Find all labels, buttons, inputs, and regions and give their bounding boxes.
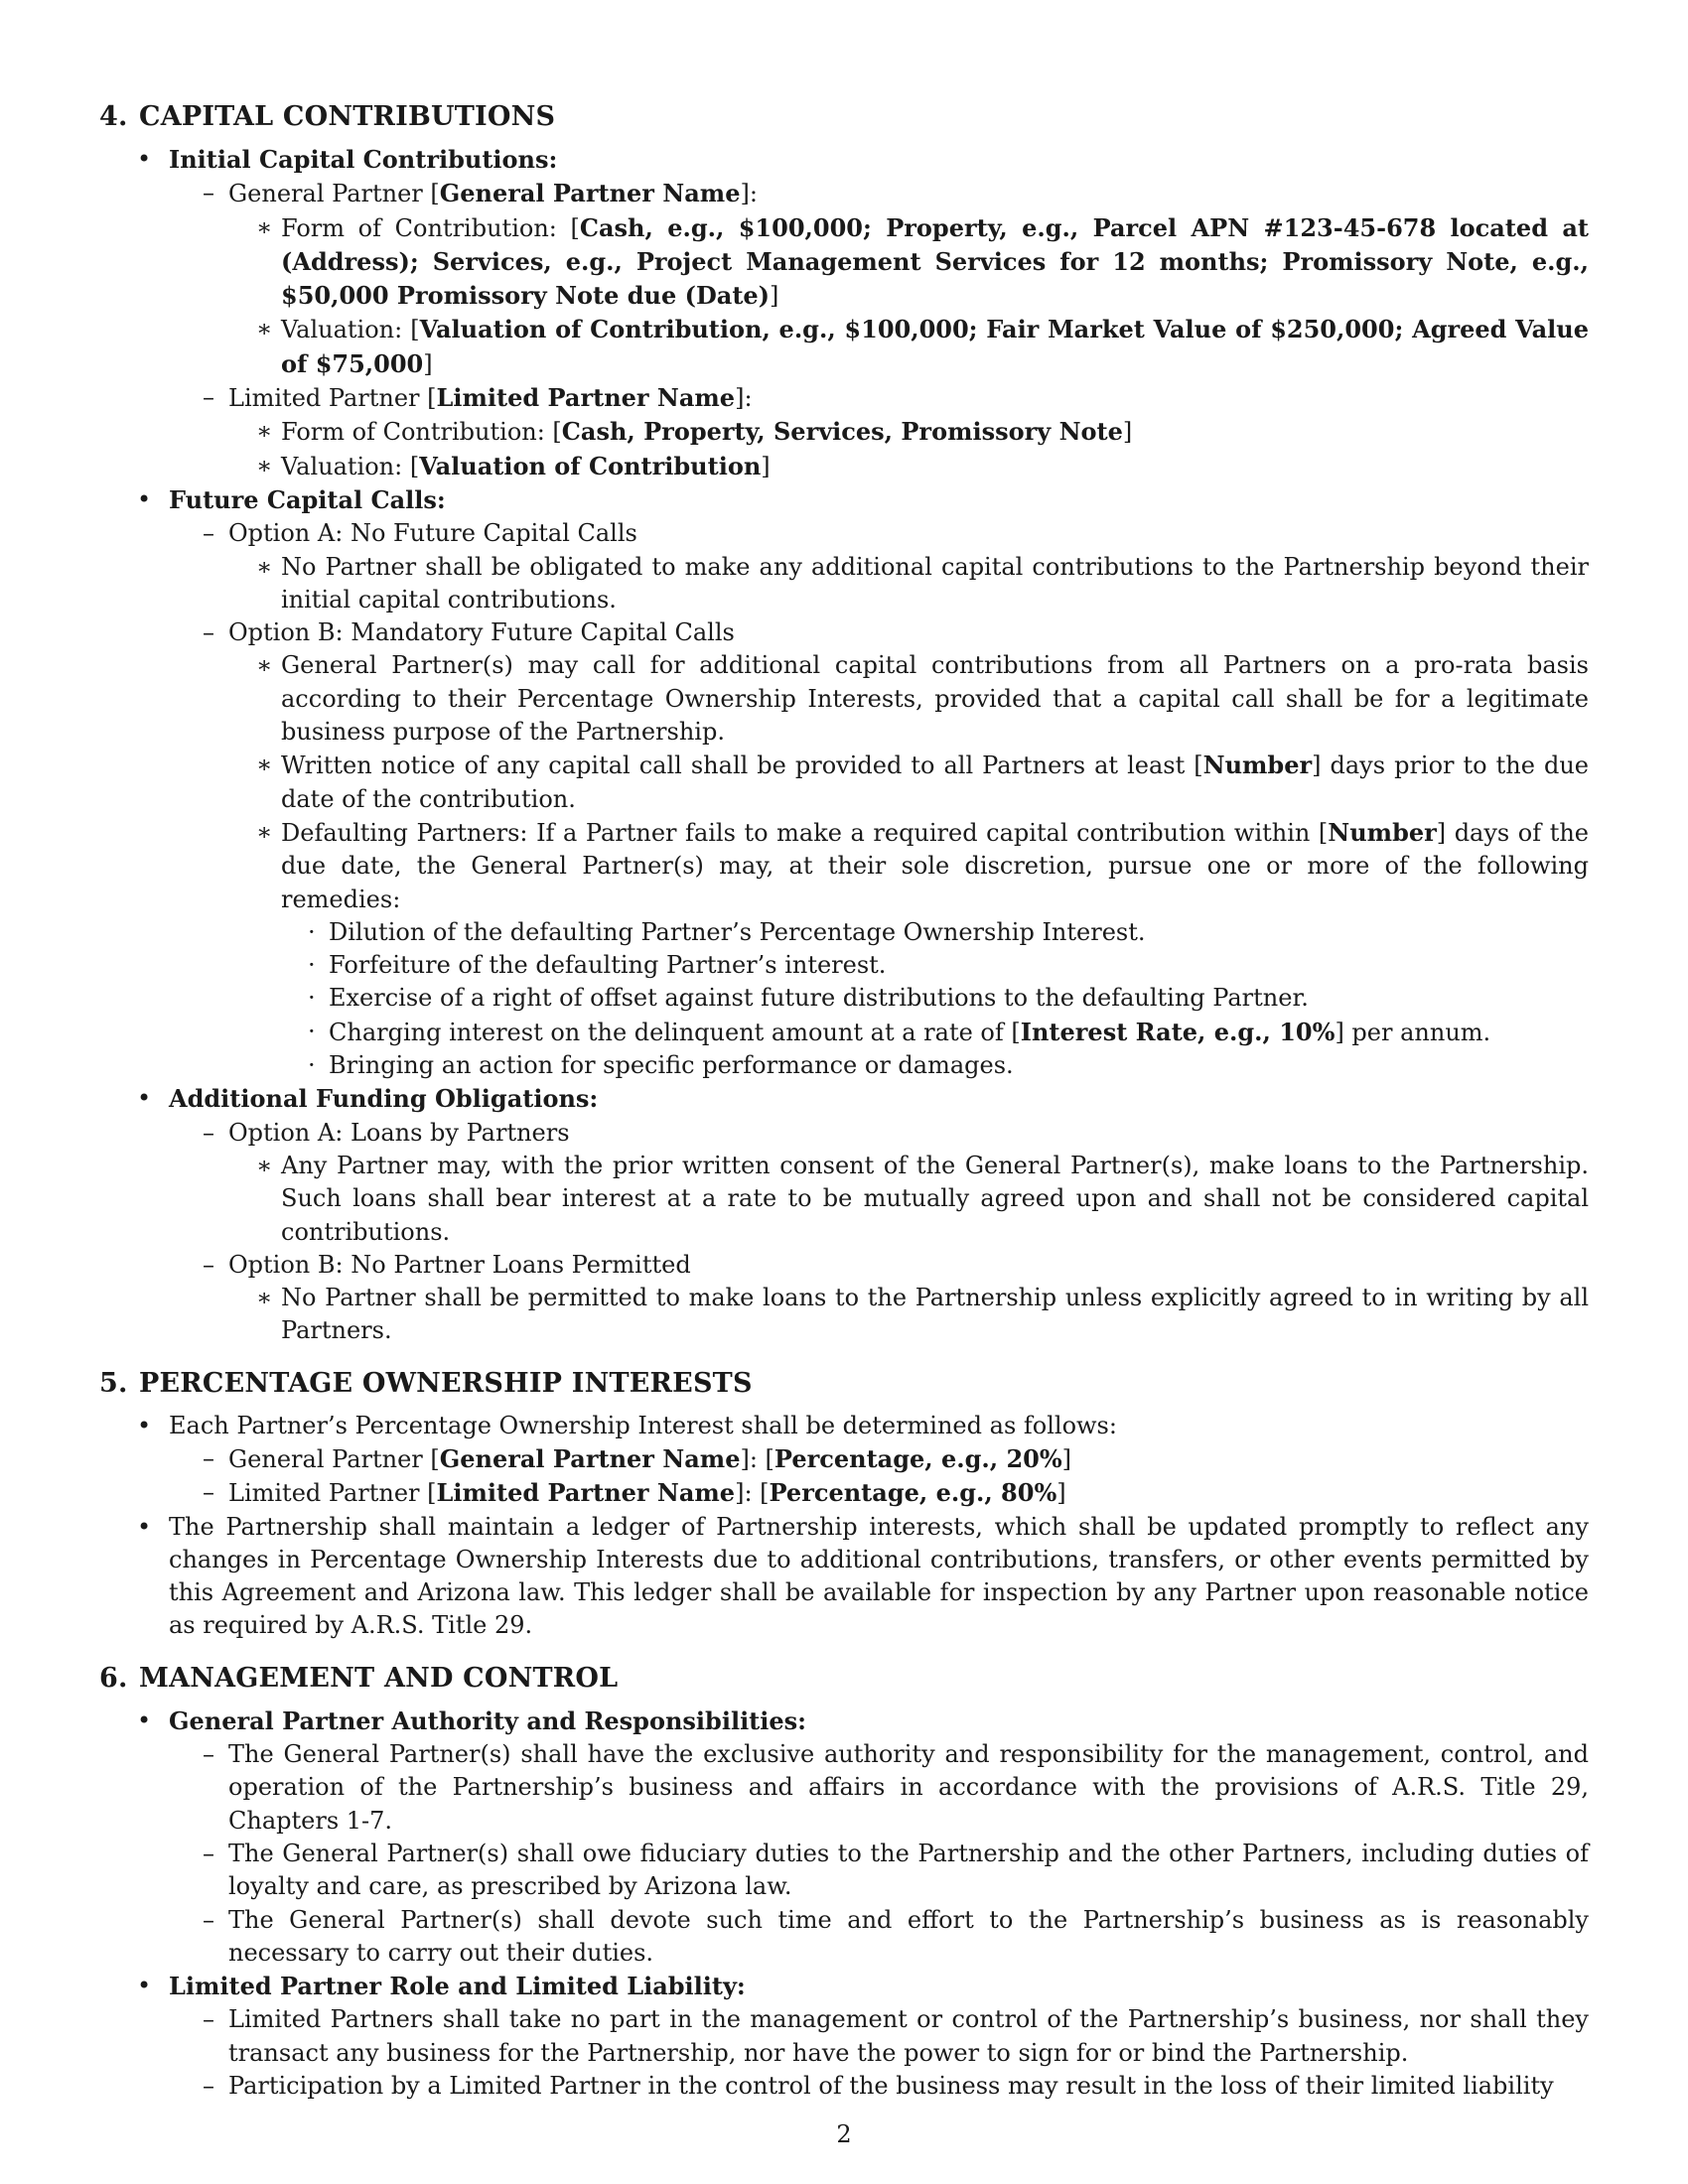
bullet-icon: • [137,1084,152,1113]
asterisk-icon: ∗ [256,1284,273,1312]
list-item: · Forfeiture of the defaulting Partner’s interest. [281,949,1589,982]
list-item: – Option B: Mandatory Future Capital Calls ∗ General Partner(s) may call for additional capital contributions from all Partners on a pro-rata basis according to their Percentage Ownership Interests, provided that a capital call shall be for a legitimate business purpose of the Partnership. ∗ Written notice of any capital call shall be provided to all Partners at least [Number] days prior to the due date of the contribution. ∗ Defaulting Partners: If a Partner fails to make a required capital contribution within [Number] days of the due date, the General Partner(s) may, at their sole discretion, pursue one or more of the following remedies: · Dilution of the defaulting Partner’s Percentage Ownership Interest. · Forfeiture of the defaulting Partner’s interest. · Exercise of a right of offset against future distributions to the defaulting Partner. · Charging interest on the delinquent amount at a rate of [Interest Rate, e.g., 10%] per annum. · Bringing an action for specific performance or damages. [169,616,1589,1082]
dash-icon: – [203,1118,214,1147]
document-page [99,99,1589,2120]
list-item: • The Partnership shall maintain a ledger of Partnership interests, which shall be updated promptly to reflect any changes in Percentage Ownership Interests due to additional contributions, transfers, or other events permitted by this Agreement and Arizona law. This ledger shall be available for inspection by any Partner upon reasonable notice as required by A.R.S. Title 29. [137,1512,1589,1640]
dash-icon: – [203,618,214,647]
list-item: – General Partner [General Partner Name]: [Percentage, e.g., 20%] [169,1442,1589,1476]
dash-icon: – [203,383,214,412]
dash-icon: – [203,2005,214,2034]
list-item: · Charging interest on the delinquent amount at a rate of [Interest Rate, e.g., 10%] per annum. [281,1016,1589,1049]
asterisk-icon: ∗ [256,417,273,446]
asterisk-icon: ∗ [256,315,273,343]
dash-icon: – [203,1478,214,1507]
section-management-control [99,1661,1589,2104]
bullet-icon: • [137,145,152,173]
asterisk-icon: ∗ [256,552,273,581]
asterisk-icon: ∗ [256,212,273,241]
bullet-icon: • [137,1972,152,2000]
dot-icon: · [308,917,316,946]
dash-icon: – [203,1905,214,1934]
dash-icon: – [203,1740,214,1769]
list-item: • Initial Capital Contributions: – General Partner [General Partner Name]: ∗ Form of Contribution: [Cash, e.g., $100,000; Property, e.g., Parcel APN #123-45-678 located at (Address); Services, e.g., Project Management Services for 12 months; Promissory Note, e.g., $50,000 Promissory Note due (Date)] ∗ Valuation: [Valuation of Contribution, e.g., $100,000; Fair Market Value of $250,000; Agreed Value of $75,000] – Limited Partner [Limited Partner Name]: ∗ Form of Contribution: [Cash, Property, Services, Promissory Note] ∗ Valuation: [Valuation of Contribution] [99,143,1589,483]
section-heading: 4. CAPITAL CONTRIBUTIONS [99,101,556,132]
list-item: • Additional Funding Obligations: – Option A: Loans by Partners ∗ Any Partner may, with the prior written consent of the General Partner(s), make loans to the Partnership. Such loans shall bear interest at a rate to be mutually agreed upon and shall not be considered capital contributions. – Option B: No Partner Loans Permitted ∗ No Partner shall be permitted to make loans to the Partnership unless explicitly agreed to in writing by all Partners. [99,1082,1589,1347]
list-item: ∗ No Partner shall be permitted to make loans to the Partnership unless explicitly agreed to in writing by all Partners. [256,1284,1589,1345]
list-item: • General Partner Authority and Responsibilities: – The General Partner(s) shall have the exclusive authority and responsibility for the management, control, and operation of the Partnership’s business and affairs in accordance with the provisions of A.R.S. Title 29, Chapters 1-7. – The General Partner(s) shall owe fiduciary duties to the Partnership and the other Partners, including duties of loyalty and care, as prescribed by Arizona law. – The General Partner(s) shall devote such time and effort to the Partnership’s business as is reasonably necessary to carry out their duties. [99,1705,1589,1970]
asterisk-icon: ∗ [256,651,273,680]
dot-icon: · [308,1017,316,1045]
bullet-icon: • [137,484,152,513]
dash-icon: – [203,1839,214,1867]
list-item: – Limited Partners shall take no part in the management or control of the Partnership’s business, nor shall they transact any business for the Partnership, nor have the power to sign for or bind the Partnership. [203,2005,1589,2067]
section-heading: 6. MANAGEMENT AND CONTROL [99,1662,619,1694]
list-item: – Option B: No Partner Loans Permitted ∗ No Partner shall be permitted to make loans to the Partnership unless explicitly agreed to in writing by all Partners. [169,1249,1589,1348]
list-item: ∗ Form of Contribution: [Cash, Property, Services, Promissory Note] [228,415,1589,449]
asterisk-icon: ∗ [256,751,273,779]
list-item: ∗ Any Partner may, with the prior written consent of the General Partner(s), make loans to the Partnership. Such loans shall bear interest at a rate to be mutually agreed upon and shall not be considered capital contributions. [256,1151,1589,1246]
list-item: – The General Partner(s) shall owe fiduciary duties to the Partnership and the other Partners, including duties of loyalty and care, as prescribed by Arizona law. [203,1839,1589,1901]
list-item: · Dilution of the defaulting Partner’s Percentage Ownership Interest. [281,916,1589,949]
list-item: ∗ Form of Contribution: [Cash, e.g., $100,000; Property, e.g., Parcel APN #123-45-678 located at (Address); Services, e.g., Project Management Services for 12 months; Promissory Note, e.g., $50,000 Promissory Note due (Date)] [256,212,1589,311]
list-item: ∗ Written notice of any capital call shall be provided to all Partners at least [Number] days prior to the due date of the contribution. [256,751,1589,813]
dash-icon: – [203,2072,214,2101]
list-item: – General Partner [General Partner Name]: ∗ Form of Contribution: [Cash, e.g., $100,000; Property, e.g., Parcel APN #123-45-678 located at (Address); Services, e.g., Project Management Services for 12 months; Promissory Note, e.g., $50,000 Promissory Note due (Date)] ∗ Valuation: [Valuation of Contribution, e.g., $100,000; Fair Market Value of $250,000; Agreed Value of $75,000] [169,177,1589,381]
section-percentage-ownership [99,1366,1589,1643]
list-item: ∗ Valuation: [Valuation of Contribution, e.g., $100,000; Fair Market Value of $250,000; Agreed Value of $75,000] [256,315,1589,378]
dot-icon: · [308,951,316,980]
list-item: ∗ No Partner shall be obligated to make any additional capital contributions to the Partnership beyond their initial capital contributions. [256,552,1589,614]
section-heading: 5. PERCENTAGE OWNERSHIP INTERESTS [99,1367,753,1399]
bullet-icon: • [137,1706,152,1734]
dash-icon: – [203,1250,214,1279]
list-item: – The General Partner(s) shall devote such time and effort to the Partnership’s business as is reasonably necessary to carry out their duties. [203,1905,1589,1967]
bullet-icon: • [137,1411,152,1439]
list-item: • Limited Partner Role and Limited Liability: – Limited Partners shall take no part in the management or control of the Partnership’s business, nor shall they transact any business for the Partnership, nor have the power to sign for or bind the Partnership. – Participation by a Limited Partner in the control of the business may result in the loss of their limited liability [99,1970,1589,2103]
list-item: • Future Capital Calls: – Option A: No Future Capital Calls ∗ No Partner shall be obligated to make any additional capital contributions to the Partnership beyond their initial capital contributions. – Option B: Mandatory Future Capital Calls ∗ General Partner(s) may call for additional capital contributions from all Partners on a pro-rata basis according to their Percentage Ownership Interests, provided that a capital call shall be for a legitimate business purpose of the Partnership. ∗ Written notice of any capital call shall be provided to all Partners at least [Number] days prior to the due date of the contribution. ∗ Defaulting Partners: If a Partner fails to make a required capital contribution within [Number] days of the due date, the General Partner(s) may, at their sole discretion, pursue one or more of the following remedies: · Dilution of the defaulting Partner’s Percentage Ownership Interest. · Forfeiture of the defaulting Partner’s interest. · Exercise of a right of offset against future distributions to the defaulting Partner. · Charging interest on the delinquent amount at a rate of [Interest Rate, e.g., 10%] per annum. · Bringing an action for specific performance or damages. [99,483,1589,1082]
section-capital-contributions [99,99,1589,1348]
asterisk-icon: ∗ [256,817,273,846]
bullet-icon: • [137,1512,152,1541]
dash-icon: – [203,179,214,207]
list-item: – The General Partner(s) shall have the exclusive authority and responsibility for the management, control, and operation of the Partnership’s business and affairs in accordance with the provisions of A.R.S. Title 29, Chapters 1-7. [203,1740,1589,1835]
list-item: – Limited Partner [Limited Partner Name]: ∗ Form of Contribution: [Cash, Property, Services, Promissory Note] ∗ Valuation: [Valuation of Contribution] [169,381,1589,483]
list-item: – Limited Partner [Limited Partner Name]: [Percentage, e.g., 80%] [169,1476,1589,1510]
dot-icon: · [308,1051,316,1080]
list-item: – Option A: Loans by Partners ∗ Any Partner may, with the prior written consent of the General Partner(s), make loans to the Partnership. Such loans shall bear interest at a rate to be mutually agreed upon and shall not be considered capital contributions. [169,1117,1589,1249]
list-item: ∗ General Partner(s) may call for additional capital contributions from all Partners on a pro-rata basis according to their Percentage Ownership Interests, provided that a capital call shall be for a legitimate business purpose of the Partnership. [256,651,1589,747]
list-item: – Option A: No Future Capital Calls ∗ No Partner shall be obligated to make any additional capital contributions to the Partnership beyond their initial capital contributions. [169,517,1589,616]
list-item: – Participation by a Limited Partner in the control of the business may result in the loss of their limited liability [169,2070,1589,2103]
dot-icon: · [308,984,316,1013]
asterisk-icon: ∗ [256,1151,273,1179]
list-item: ∗ Defaulting Partners: If a Partner fails to make a required capital contribution within [Number] days of the due date, the General Partner(s) may, at their sole discretion, pursue one or more of the following remedies: · Dilution of the defaulting Partner’s Percentage Ownership Interest. · Forfeiture of the defaulting Partner’s interest. · Exercise of a right of offset against future distributions to the defaulting Partner. · Charging interest on the delinquent amount at a rate of [Interest Rate, e.g., 10%] per annum. · Bringing an action for specific performance or damages. [228,816,1589,1082]
list-item: · Exercise of a right of offset against future distributions to the defaulting Partner. [281,982,1589,1015]
dash-icon: – [203,519,214,548]
list-item: · Bringing an action for specific performance or damages. [281,1049,1589,1082]
asterisk-icon: ∗ [256,451,273,479]
list-item: ∗ Valuation: [Valuation of Contribution] [228,450,1589,483]
list-item: • Each Partner’s Percentage Ownership Interest shall be determined as follows: – General Partner [General Partner Name]: [Percentage, e.g., 20%] – Limited Partner [Limited Partner Name]: [Percentage, e.g., 80%] [99,1410,1589,1511]
dash-icon: – [203,1443,214,1472]
page-number: 2 [836,2120,852,2148]
